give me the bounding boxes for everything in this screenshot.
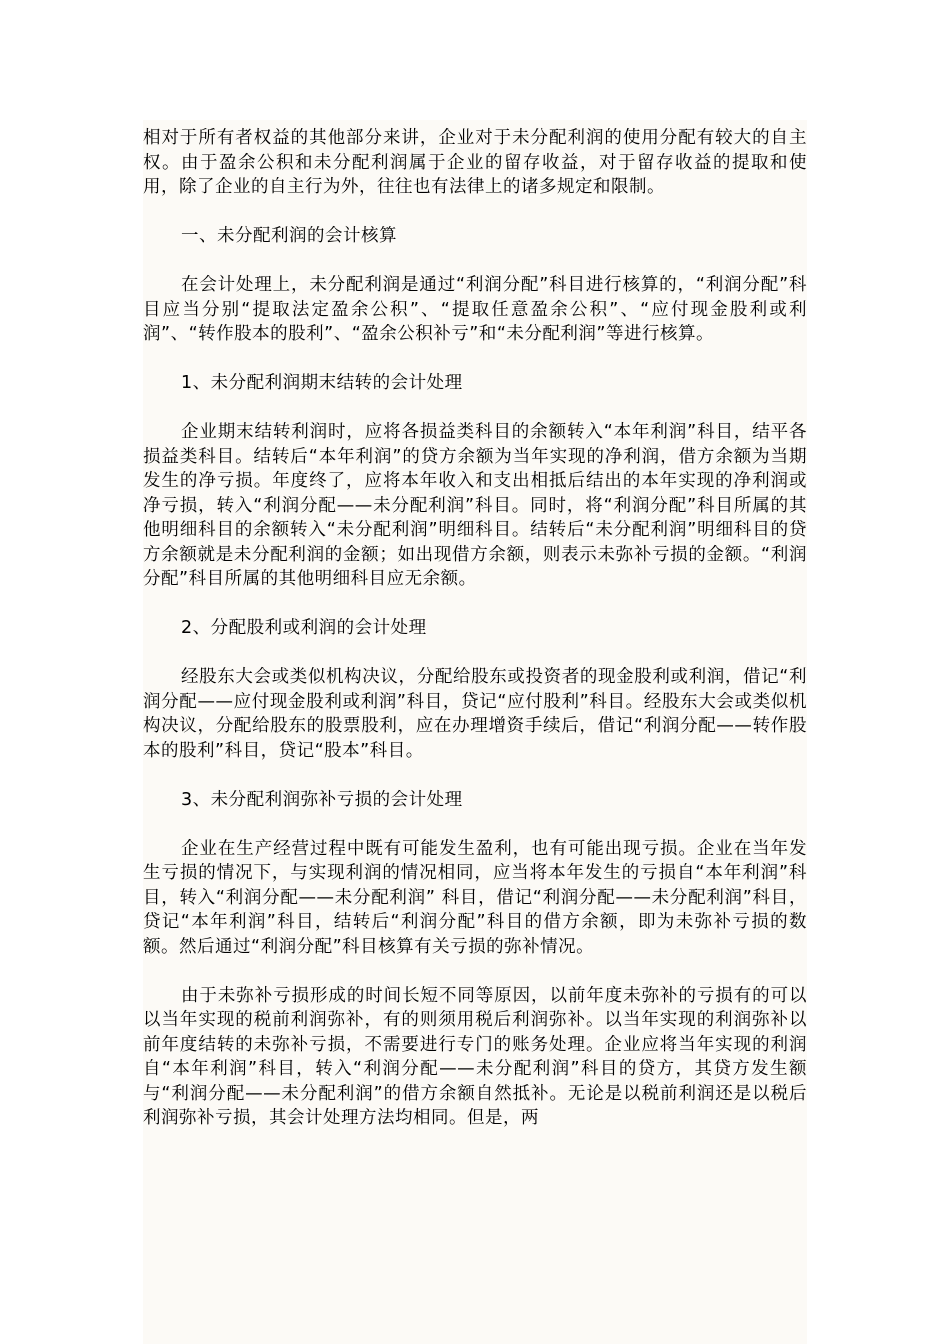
body-paragraph: 企业在生产经营过程中既有可能发生盈利，也有可能出现亏损。企业在当年发生亏损的情况下，与实现利润的情况相同，应当将本年发生的亏损自“本年利润”科目，转入“利润分配——未分配利润” 科目，借记“利润分配——未分配利润”科目，贷记“本年利润”科目，结转后“利润分配”科目的借方余额，即为未弥补亏损的数额。然后通过“利润分配”科目核算有关亏损的弥补情况。 bbox=[143, 838, 807, 957]
paragraph-gap bbox=[143, 249, 807, 274]
paragraph-gap bbox=[143, 763, 807, 788]
document-body bbox=[143, 126, 807, 1131]
paragraph-gap bbox=[143, 959, 807, 984]
paragraph-gap bbox=[143, 812, 807, 837]
body-paragraph: 在会计处理上，未分配利润是通过“利润分配”科目进行核算的，“利润分配”科目应当分别“提取法定盈余公积”、“提取任意盈余公积”、“应付现金股利或利润”、“转作股本的股利”、“盈余公积补亏”和“未分配利润”等进行核算。 bbox=[143, 275, 807, 344]
paragraph-gap bbox=[143, 641, 807, 666]
section-heading-1: 一、未分配利润的会计核算 bbox=[181, 226, 397, 246]
subsection-heading-1: 1、未分配利润期末结转的会计处理 bbox=[181, 373, 463, 393]
paragraph-gap bbox=[143, 592, 807, 617]
paragraph-gap bbox=[143, 347, 807, 372]
paragraph-gap bbox=[143, 200, 807, 225]
subsection-heading-2: 2、分配股利或利润的会计处理 bbox=[181, 618, 427, 638]
paragraph-gap bbox=[143, 396, 807, 421]
body-paragraph: 企业期末结转利润时，应将各损益类科目的余额转入“本年利润”科目，结平各损益类科目。结转后“本年利润”的贷方余额为当年实现的净利润，借方余额为当期发生的净亏损。年度终了，应将本年收入和支出相抵后结出的本年实现的净利润或净亏损，转入“利润分配——未分配利润”科目。同时，将“利润分配”科目所属的其他明细科目的余额转入“未分配利润”明细科目。结转后“未分配利润”明细科目的贷方余额就是未分配利润的金额；如出现借方余额，则表示未弥补亏损的金额。“利润分配”科目所属的其他明细科目应无余额。 bbox=[143, 422, 807, 589]
body-paragraph: 由于未弥补亏损形成的时间长短不同等原因，以前年度未弥补的亏损有的可以以当年实现的税前利润弥补，有的则须用税后利润弥补。以当年实现的利润弥补以前年度结转的未弥补亏损，不需要进行专门的账务处理。企业应将当年实现的利润自“本年利润”科目，转入“利润分配——未分配利润”科目的贷方，其贷方发生额与“利润分配——未分配利润”的借方余额自然抵补。无论是以税前利润还是以税后利润弥补亏损，其会计处理方法均相同。但是，两 bbox=[143, 985, 807, 1128]
subsection-heading-3: 3、未分配利润弥补亏损的会计处理 bbox=[181, 789, 463, 810]
body-paragraph: 经股东大会或类似机构决议，分配给股东或投资者的现金股利或利润，借记“利润分配——应付现金股利或利润”科目，贷记“应付股利”科目。经股东大会或类似机构决议，分配给股东的股票股利，应在办理增资手续后，借记“利润分配——转作股本的股利”科目，贷记“股本”科目。 bbox=[143, 667, 807, 761]
intro-paragraph: 相对于所有者权益的其他部分来讲，企业对于未分配利润的使用分配有较大的自主权。由于盈余公积和未分配利润属于企业的留存收益，对于留存收益的提取和使用，除了企业的自主行为外，往往也有法律上的诸多规定和限制。 bbox=[143, 128, 807, 197]
